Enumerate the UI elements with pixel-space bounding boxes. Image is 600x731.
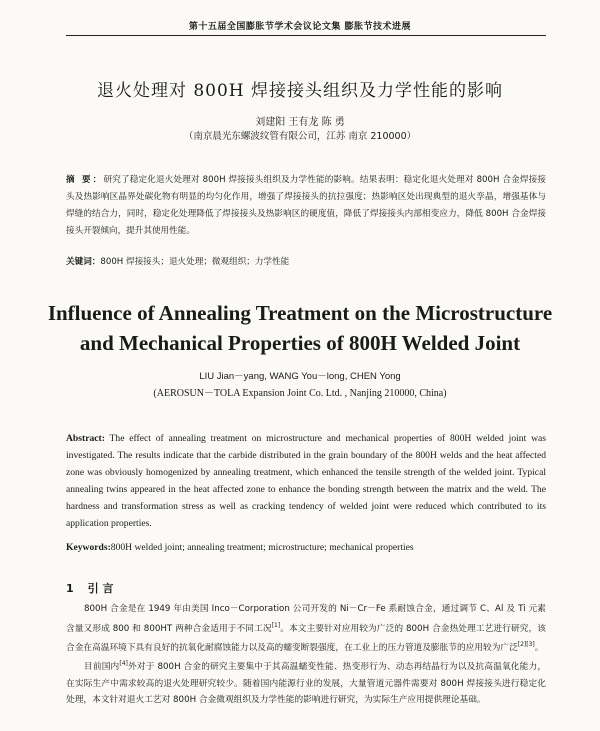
chinese-abstract (66, 172, 546, 240)
paragraph-2 (66, 656, 546, 708)
paragraph-2-start: 目前国内 (84, 662, 120, 673)
running-header: 第十五届全国膨胀节学术会议论文集 膨胀节技术进展 (188, 22, 412, 32)
english-keywords-text: 800H welded joint; annealing treatment; microstructure; mechanical properties (110, 542, 414, 553)
english-title-line1: Influence of Annealing Treatment on the Microstructure (47, 301, 553, 325)
english-title (0, 298, 600, 358)
english-keywords-label: Keywords: (66, 542, 111, 553)
english-abstract-label: Abstract: (66, 433, 105, 444)
english-authors: LIU Jian－yang, WANG You－long, CHEN Yong (199, 371, 401, 382)
chinese-keywords-label: 关键词： (66, 257, 101, 267)
english-abstract-text: The effect of annealing treatment on microstructure and mechanical properties of 800H welded joint was investigated. The results indicate that the carbide distributed in the grain boundary of the 800H welds and the heat affected zone was obviously homogenized by annealing treatment, which enhanced the tensile strength of the welded joint. Typical annealing twins appeared in the heat affected zone to enhance the bonding strength between the matrix and the weld. The hardness and transformation stress as well as cracking tendency of welded joint were reduced which contributed to its application properties. (66, 433, 546, 529)
chinese-title: 退火处理对 800H 焊接接头组织及力学性能的影响 (96, 81, 504, 101)
section-number: 1 (66, 582, 74, 595)
paragraph-1-end: 。 (534, 642, 544, 653)
section-heading (66, 580, 128, 596)
paragraph-1 (66, 601, 546, 656)
chinese-affiliation: （南京晨光东螺波纹管有限公司，江苏 南京 210000） (183, 131, 417, 142)
section-body (66, 601, 546, 709)
chinese-abstract-label: 摘 要： (66, 175, 104, 185)
section-title: 引 言 (87, 582, 114, 595)
english-keywords (66, 542, 546, 553)
chinese-abstract-text: 研究了稳定化退火处理对 800H 焊接接头组织及力学性能的影响。结果表明：稳定化退火处理对 800H 合金焊接接头及热影响区晶界处碳化物有明显的均匀化作用，增强了焊接接头的抗拉强度；热影响区处出现典型的退火孪晶，增强基体与焊缝的结合力，同时，稳定化处理降低了焊接接头及热影响区的硬度值，降低了焊接接头内部相变应力，降低 800H 合金焊接接头开裂倾向，提升其使用性能。 (66, 175, 546, 236)
header-rule (66, 35, 546, 36)
english-title-line2: and Mechanical Properties of 800H Welded Joint (79, 331, 521, 355)
paragraph-1-tail: 。本文主要针对应用较为广泛的 800H 合金热处理工艺进行研究，该合金在高温环境下具有良好的抗氧化耐腐蚀能力以及高的蠕变断裂强度，在工业上的压力管道及膨胀节的应用较为广泛 (66, 623, 546, 653)
paragraph-2-text: 外对于 800H 合金的研究主要集中于其高温蠕变性能、热变形行为、动态再结晶行为以及抗高温氧化能力，在实际生产中需求较高的退火处理研究较少。随着国内能源行业的发展，大量管道元器件需要对 800H 焊接接头进行稳定化处理，本文针对退火工艺对 800H 合金微观组织及力学性能的影响进行研究，为实际生产应用提供理论基础。 (66, 662, 547, 706)
paragraph-1-text: 800H 合金是在 1949 年由美国 Inco－Corporation 公司开发的 Ni－Cr－Fe 系耐蚀合金，通过调节 C、Al 及 Ti 元素含量又形成 800 和 800HT 两种合金适用于不同工况 (66, 604, 546, 634)
english-abstract (66, 430, 546, 532)
chinese-keywords (66, 255, 546, 267)
citation: [1] (271, 621, 281, 629)
english-affiliation: (AEROSUN－TOLA Expansion Joint Co. Ltd. , Nanjing 210000, China) (153, 388, 447, 399)
citation: [4] (119, 660, 128, 668)
chinese-keywords-text: 800H 焊接接头；退火处理；微观组织；力学性能 (100, 257, 290, 267)
chinese-authors: 刘建阳 王有龙 陈 勇 (255, 117, 345, 128)
citation: [2][3] (517, 640, 535, 648)
